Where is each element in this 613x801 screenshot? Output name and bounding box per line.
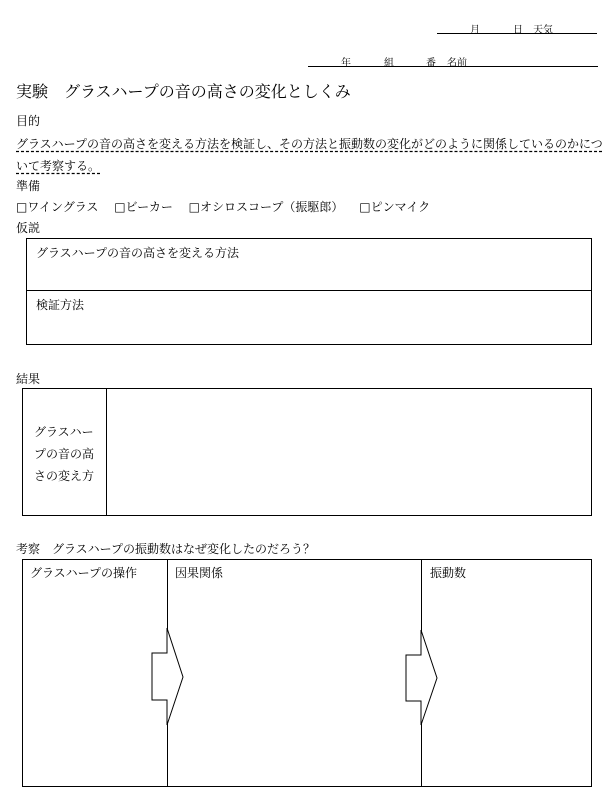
day-label: 日 bbox=[513, 25, 523, 36]
hypothesis-method-label: グラスハープの音の高さを変える方法 bbox=[36, 246, 240, 260]
checklist-item-pin-mic[interactable]: □ピンマイク bbox=[359, 200, 431, 214]
month-label: 月 bbox=[470, 25, 480, 36]
class-label: 組 bbox=[384, 58, 394, 69]
number-label: 番 bbox=[426, 58, 436, 69]
discussion-col-operation: グラスハープの操作 bbox=[30, 566, 138, 580]
results-row-label: グラスハープの音の高さの変え方 bbox=[34, 425, 95, 483]
discussion-heading: 考察 グラスハープの振動数はなぜ変化したのだろう？ bbox=[16, 542, 316, 556]
results-column-divider bbox=[106, 389, 107, 515]
name-label: 名前 bbox=[447, 58, 467, 69]
purpose-heading: 目的 bbox=[16, 114, 41, 128]
results-heading: 結果 bbox=[16, 372, 41, 386]
checklist-item-oscilloscope[interactable]: □オシロスコープ（振駆郎） bbox=[188, 200, 344, 214]
checklist-item-wine-glass[interactable]: □ワイングラス bbox=[16, 200, 99, 214]
purpose-text: グラスハープの音の高さを変える方法を検証し、その方法と振動数の変化がどのように関係しているのかについて考察する。 bbox=[16, 137, 603, 173]
preparation-checklist bbox=[16, 198, 442, 215]
page-title: 実験 グラスハープの音の高さの変化としくみ bbox=[16, 82, 351, 101]
checklist-item-beaker[interactable]: □ビーカー bbox=[114, 200, 173, 214]
weather-label: 天気 bbox=[533, 25, 553, 36]
date-weather-line bbox=[437, 33, 597, 34]
discussion-col-frequency: 振動数 bbox=[430, 566, 467, 580]
discussion-col-causality: 因果関係 bbox=[175, 566, 224, 580]
hypothesis-heading: 仮説 bbox=[16, 221, 41, 235]
year-label: 年 bbox=[341, 58, 351, 69]
hypothesis-verify-label: 検証方法 bbox=[36, 298, 85, 312]
hypothesis-divider bbox=[27, 290, 591, 291]
class-name-line bbox=[308, 66, 598, 67]
hypothesis-box bbox=[26, 238, 592, 345]
discussion-table bbox=[22, 559, 592, 787]
preparation-heading: 準備 bbox=[16, 179, 41, 193]
results-table bbox=[22, 388, 592, 516]
